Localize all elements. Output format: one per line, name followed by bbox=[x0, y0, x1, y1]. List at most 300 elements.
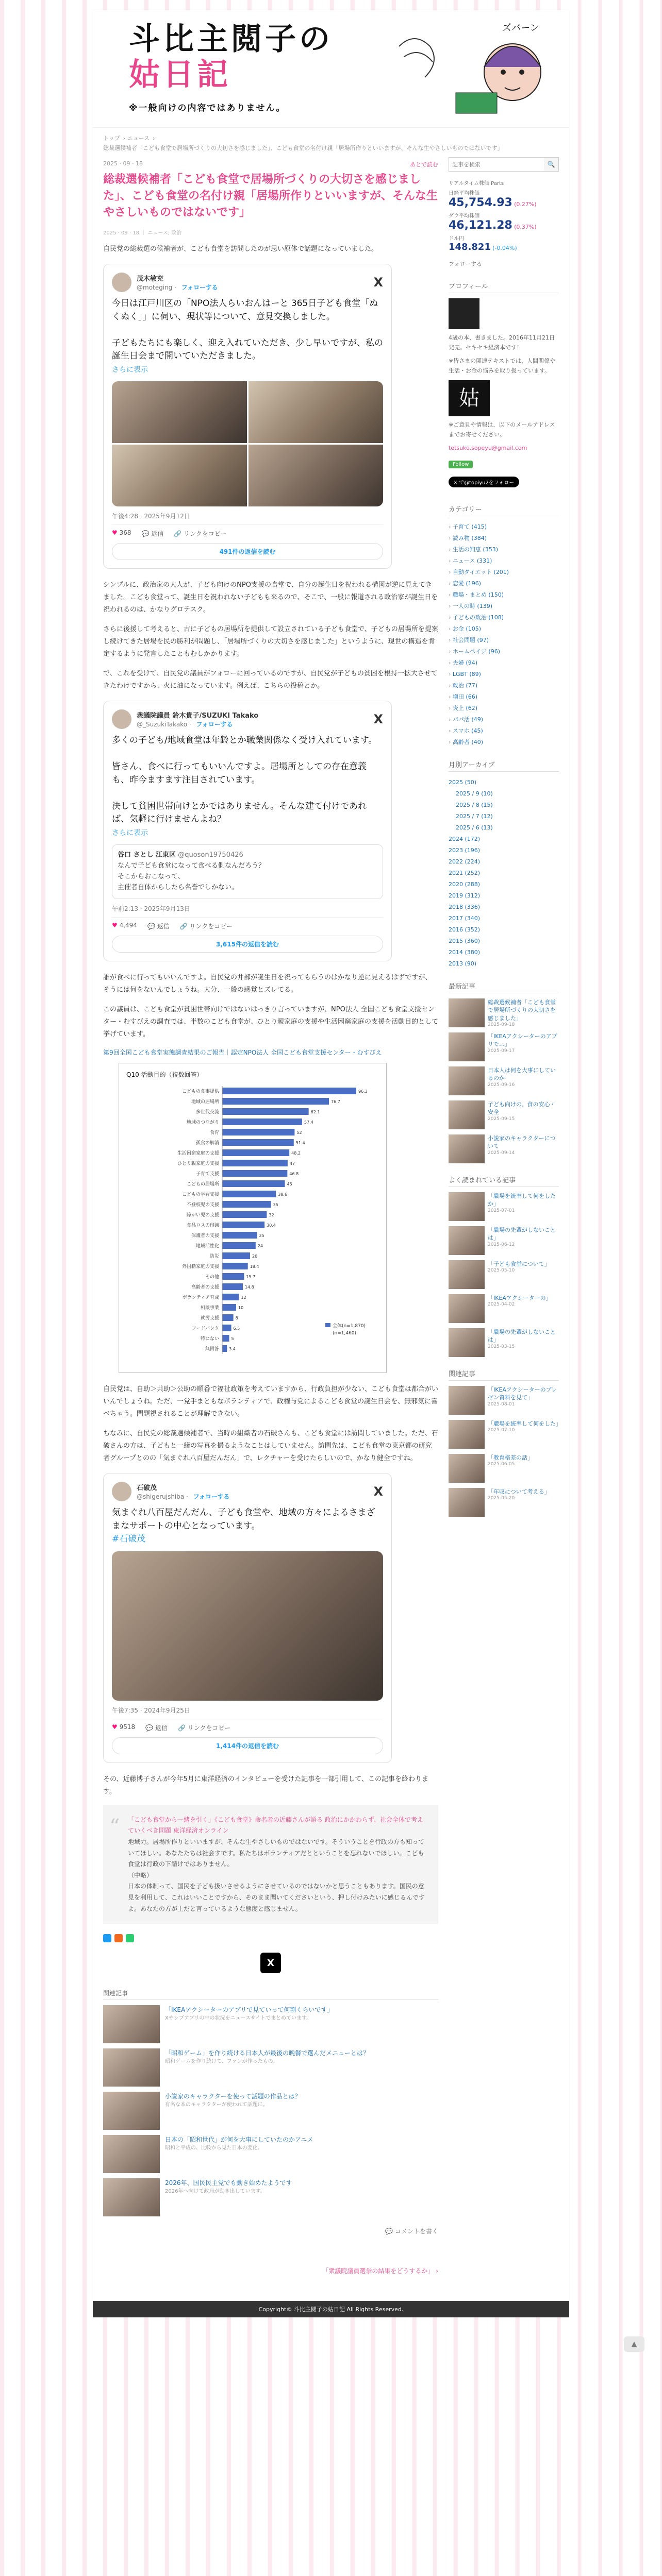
related-thumbnail[interactable] bbox=[103, 2005, 160, 2043]
category-item[interactable]: › 増田 (66) bbox=[449, 691, 559, 703]
logo-part2: 姑日記 bbox=[129, 57, 231, 93]
link-icon: 🔗 bbox=[174, 530, 182, 538]
archive-item[interactable]: 2021 (252) bbox=[449, 869, 481, 876]
side-post-thumbnail[interactable] bbox=[449, 1294, 485, 1323]
category-item[interactable]: › ニュース (331) bbox=[449, 555, 559, 567]
copy-link-button[interactable]: 🔗 リンクをコピー bbox=[177, 1724, 230, 1732]
article-date-row: 2025 · 09 · 18 ｜ ニュース, 政治 bbox=[103, 230, 182, 236]
share-hatena-icon[interactable] bbox=[114, 1934, 123, 1942]
bar bbox=[222, 1232, 257, 1239]
side-related-list bbox=[449, 1386, 559, 1517]
tweet-time[interactable]: 午後4:28 · 2025年9月12日 bbox=[112, 513, 190, 520]
side-post-thumbnail[interactable] bbox=[449, 1420, 485, 1449]
side-post-date: 2025-06-12 bbox=[488, 1242, 515, 1247]
side-post-title[interactable]: 小説家のキャラクターについて bbox=[488, 1135, 556, 1150]
bar-value-label: 25 bbox=[259, 1233, 264, 1238]
bar-value-label: 45 bbox=[287, 1181, 292, 1187]
bar-value-label: 52 bbox=[296, 1130, 302, 1135]
side-post[interactable] bbox=[449, 1260, 559, 1289]
category-label: ひとり親家庭の支援 bbox=[177, 1161, 219, 1166]
side-post-title[interactable]: 「職場を統率して何をしたか」 bbox=[488, 1193, 556, 1208]
side-post-title[interactable]: 「IKEAアクシーターの」 bbox=[488, 1295, 552, 1302]
embedded-tweet[interactable]: 衆議院議員 鈴木貴子/SUZUKI Takako @_SuzukiTakako · フォローする X 多くの子ども/地域食堂は年齢とか職業関係なく受け入れています。 皆さん、食べに行ってもいいんですよ。居場所としての存在意義も、昨今ますます注目されています。 決して貧困世帯向けとかではありません。そんな建て付けであれば、気軽に行けませんよね？ さらに表示 谷口 さとし 江東区 @quoson19750426 なんで子ども食堂になって食べる側なんだろう？ そこからおこなって、 主催者自体からしたら名誉でしかない。 午前2:13 · 2025年9月13日 ♥ 4,494 💬 返信 🔗 リンクをコピー 3,615件の返信を読む bbox=[103, 701, 392, 961]
avatar[interactable] bbox=[112, 273, 131, 292]
profile-text: 4歳の本、書きました。2016年11月21日発売。セキセキ経済本です！ bbox=[449, 334, 555, 351]
category-item[interactable]: › 恋愛 (196) bbox=[449, 578, 559, 589]
category-item[interactable]: › 職場・まとめ (150) bbox=[449, 589, 559, 601]
side-post[interactable] bbox=[449, 1100, 559, 1129]
category-label: 多世代交流 bbox=[195, 1109, 219, 1115]
stock-widget bbox=[449, 179, 559, 252]
embedded-tweet[interactable]: 茂木敏充 @moteging · フォローする X 今日は江戸川区の「NPO法人らいおんはーと 365日子ども食堂「ぬくぬく」」に伺い、現状等について、意見交換しました。 子どもたちにも楽しく、迎え入れていただき、少し早いですが、私の誕生日会まで開いていただきました。 さらに表示 午後4:28 · 2025年9月12日 ♥ 368 💬 返信 🔗 リンクをコピー 491件の返信を読む bbox=[103, 264, 392, 569]
tweet-photo[interactable] bbox=[249, 445, 384, 506]
side-post-title[interactable]: 「子ども食堂について」 bbox=[488, 1261, 550, 1268]
category-label: こどもの食事提供 bbox=[181, 1089, 219, 1094]
side-post-title[interactable]: 子ども向けの、食の安心・安全 bbox=[488, 1101, 556, 1116]
bar-value-label: 62.1 bbox=[310, 1109, 320, 1114]
side-related-heading: 関連記事 bbox=[449, 1364, 559, 1381]
bar bbox=[222, 1263, 248, 1269]
quoted-author: 谷口 さとし 江東区 bbox=[118, 851, 176, 859]
breadcrumb: トップ › ニュース › 総裁選候補者「こども食堂で居場所づくりの大切さを感じました」、こども食堂の名付け親「居場所作りといいますが、そんな生やさしいものではないです」 bbox=[103, 135, 503, 151]
like-button[interactable]: ♥ 368 bbox=[112, 529, 131, 537]
related-thumbnail[interactable] bbox=[103, 2178, 160, 2216]
stock-label: 日経平均株価 bbox=[449, 191, 479, 197]
side-post-thumbnail[interactable] bbox=[449, 1100, 485, 1129]
link-icon: 🔗 bbox=[177, 1724, 186, 1732]
side-post-date: 2025-09-18 bbox=[488, 1022, 515, 1028]
stock-change: (-0.04%) bbox=[492, 245, 517, 252]
side-post-title[interactable]: 「IKEAアクシーターのアプリで…」 bbox=[488, 1033, 557, 1048]
side-post[interactable] bbox=[449, 1328, 559, 1357]
side-post[interactable] bbox=[449, 1386, 559, 1415]
related-title[interactable]: 「昭和ゲーム」を作り続ける日本人が最後の晩餐で選んだメニューとは？ bbox=[165, 2049, 370, 2057]
archive-item[interactable]: 2018 (336) bbox=[449, 903, 481, 910]
bar-value-label: 38.6 bbox=[278, 1192, 288, 1197]
footer: Copyright© 斗比主閲子の姑日記 All Rights Reserved. bbox=[93, 2301, 569, 2317]
related-item[interactable] bbox=[103, 2178, 438, 2216]
archive-item[interactable]: 2023 (196) bbox=[449, 846, 481, 854]
link-icon: 🔗 bbox=[179, 922, 188, 930]
bar-value-label: 47 bbox=[289, 1161, 295, 1166]
archive-item[interactable]: 2025 / 6 (13) bbox=[456, 824, 493, 831]
side-post-title[interactable]: 「教育格差の話」 bbox=[488, 1454, 533, 1462]
bar bbox=[222, 1098, 329, 1105]
archive-item[interactable]: 2025 (50) bbox=[449, 778, 477, 786]
related-excerpt: 有名な本のキャラクターが使われて話題に。 bbox=[165, 2102, 268, 2108]
chevron-up-icon: ▲ bbox=[631, 2340, 637, 2348]
category-item[interactable]: › 高齢者 (40) bbox=[449, 737, 559, 748]
bar bbox=[222, 1345, 227, 1352]
side-post[interactable] bbox=[449, 1294, 559, 1323]
side-post-title[interactable]: 「職場の先輩がしないことは」 bbox=[488, 1329, 556, 1344]
archive-heading: 月別アーカイブ bbox=[449, 755, 559, 772]
related-thumbnail[interactable] bbox=[103, 2048, 160, 2087]
related-excerpt: Xやシブアプリの中の状況をニュースサイトでまとめています。 bbox=[165, 2015, 312, 2022]
related-title[interactable]: 小説家のキャラクターを使って話題の作品とは？ bbox=[165, 2093, 301, 2100]
related-item[interactable] bbox=[103, 2048, 438, 2087]
related-title[interactable]: 「IKEAアクシーターのアプリで見ていって何割くらいです」 bbox=[165, 2006, 334, 2014]
bar-chart bbox=[124, 1069, 382, 1367]
bar-value-label: 96.3 bbox=[358, 1089, 368, 1094]
category-item[interactable]: › 炎上 (62) bbox=[449, 703, 559, 714]
category-label: 防災 bbox=[209, 1253, 219, 1259]
archive-item[interactable]: 2024 (172) bbox=[449, 835, 481, 842]
share-x-icon[interactable] bbox=[103, 1934, 111, 1942]
side-post-title[interactable]: 「年収について考える」 bbox=[488, 1488, 550, 1496]
side-post[interactable] bbox=[449, 1192, 559, 1221]
survey-link[interactable]: 第9回全国こども食堂実態調査結果のご報告｜認定NPO法人 全国こども食堂支援センター・むすびえ bbox=[103, 1048, 382, 1056]
x-follow-icon[interactable]: X bbox=[260, 1953, 281, 1973]
category-label: 就労支援 bbox=[200, 1315, 219, 1321]
quote-text-3: 日本の体制って、国民を子ども扱いさせるようにさせているのではないかと思うこともあります。国民の意見を利用して、これはいいことですから、そのまま聞いてくださいという、押し付けみたいに感じるんですよ。あなたの方が上だと言っているような態度と感じません。 bbox=[128, 1883, 425, 1912]
bar-value-label: 18.4 bbox=[250, 1264, 259, 1269]
show-more-link[interactable]: さらに表示 bbox=[112, 828, 148, 837]
related-thumbnail[interactable] bbox=[103, 2092, 160, 2130]
archive-item[interactable]: 2025 / 9 (10) bbox=[456, 790, 493, 797]
category-item[interactable]: › ホームペイジ (96) bbox=[449, 646, 559, 657]
side-post-date: 2025-09-16 bbox=[488, 1082, 515, 1088]
category-label: 無回答 bbox=[205, 1346, 219, 1352]
archive-item[interactable]: 2020 (288) bbox=[449, 880, 481, 888]
bar bbox=[222, 1222, 264, 1228]
category-label: 障がい児の支援 bbox=[186, 1212, 219, 1218]
bar bbox=[222, 1273, 244, 1280]
paragraph: ちなみに、自民党の総裁選候補者で、当時の組織者の石破さんも、こども食堂には訪問していました。ただ、石破さんの方は、子どもと一緒の写真を撮るようなことはしていません。訪問先は、こども食堂の東京都の研究者グループとのの「気まぐれ八百屋だんだん」で、レクチャーを受けたらしいので、かなり健全ですね。 bbox=[103, 1430, 438, 1463]
legend-swatch bbox=[325, 1323, 330, 1327]
side-post-date: 2025-09-17 bbox=[488, 1048, 515, 1054]
tweet-photo[interactable] bbox=[112, 381, 247, 443]
reply-icon: 💬 bbox=[141, 530, 150, 538]
archive-item[interactable]: 2013 (90) bbox=[449, 960, 477, 967]
side-post[interactable] bbox=[449, 1134, 559, 1163]
category-item[interactable]: › 読み物 (384) bbox=[449, 533, 559, 544]
paragraph: シンプルに、政治家の大人が、子ども向けのNPO支援の食堂で、自分の誕生日を祝われる構図が逆に見えてきました。こども食堂って、誕生日を祝われない子どもも来るので、そこで、一般に報道される政治家が誕生日を祝われるのは、かなりグロテスク。 bbox=[103, 581, 438, 614]
category-label: フードバンク bbox=[191, 1326, 219, 1331]
archive-list bbox=[449, 777, 559, 970]
category-item[interactable]: › 自動ダイエット (201) bbox=[449, 567, 559, 578]
tweet-author[interactable]: 茂木敏充 bbox=[137, 275, 164, 283]
reply-button[interactable]: 💬 返信 bbox=[141, 530, 164, 538]
archive-item[interactable]: 2014 (380) bbox=[449, 948, 481, 956]
bar bbox=[222, 1242, 256, 1249]
follow-badge[interactable]: Follow bbox=[449, 461, 473, 468]
x-logo-icon[interactable]: X bbox=[373, 275, 383, 290]
search-icon: 🔍 bbox=[547, 161, 555, 168]
category-label: こどもの学習支援 bbox=[181, 1192, 219, 1197]
side-post-title[interactable]: 「IKEAアクシーターのプレゼン資料を見て」 bbox=[488, 1386, 557, 1401]
page-wrap bbox=[93, 10, 569, 2301]
profile-heading: プロフィール bbox=[449, 277, 559, 293]
bar bbox=[222, 1191, 276, 1197]
hashtag-link[interactable]: #石破茂 bbox=[112, 1534, 146, 1545]
category-item[interactable]: › パパ活 (49) bbox=[449, 714, 559, 725]
bar-value-label: 8 bbox=[235, 1315, 238, 1320]
bar bbox=[222, 1160, 288, 1166]
side-post[interactable] bbox=[449, 1454, 559, 1483]
side-post-thumbnail[interactable] bbox=[449, 1386, 485, 1415]
related-item[interactable] bbox=[103, 2135, 438, 2173]
article-meta bbox=[103, 160, 438, 168]
read-later-link[interactable]: あとで読む bbox=[410, 161, 438, 168]
follow-button[interactable]: フォローする bbox=[196, 721, 233, 728]
side-post-thumbnail[interactable] bbox=[449, 1226, 485, 1255]
site-logo[interactable] bbox=[129, 22, 333, 93]
read-replies-button[interactable]: 491件の返信を読む bbox=[112, 543, 383, 560]
read-replies-button[interactable]: 1,414件の返信を読む bbox=[112, 1737, 383, 1754]
category-label: 高齢者の支援 bbox=[191, 1284, 219, 1290]
bar bbox=[222, 1335, 229, 1342]
article-title: 総裁選候補者「こども食堂で居場所づくりの大切さを感じました」、こども食堂の名付け親「居場所作りといいますが、そんな生やさしいものではないです」 bbox=[103, 173, 438, 219]
follow-link[interactable]: フォローする bbox=[449, 261, 482, 268]
search-button[interactable] bbox=[544, 158, 558, 171]
popular-heading: よく読まれている記事 bbox=[449, 1171, 559, 1187]
bar-value-label: 5 bbox=[231, 1336, 234, 1341]
side-post-thumbnail[interactable] bbox=[449, 1032, 485, 1061]
share-line-icon[interactable] bbox=[126, 1934, 134, 1942]
bar-value-label: 30.4 bbox=[267, 1223, 276, 1228]
bar bbox=[222, 1201, 271, 1208]
side-post-thumbnail[interactable] bbox=[449, 1260, 485, 1289]
latest-list bbox=[449, 998, 559, 1163]
bar-value-label: 10 bbox=[238, 1305, 244, 1310]
bar-value-label: 12 bbox=[241, 1295, 246, 1300]
like-button[interactable]: ♥ 9518 bbox=[112, 1723, 136, 1731]
quote-text: 地域力。居場所作りといいますが、そんな生やさしいものではないです。そういうことを行政の方も知っていてほしい。あなたたちは社会すです。私たちはボランティアだとということを忘れないでほしい。こども食堂は行政の下請けではありません。 bbox=[128, 1838, 425, 1868]
tweet-time[interactable]: 午後7:35 · 2024年9月25日 bbox=[112, 1706, 190, 1714]
side-post-thumbnail[interactable] bbox=[449, 1328, 485, 1357]
tweet-handle[interactable]: @moteging bbox=[137, 284, 173, 292]
side-post-date: 2025-05-10 bbox=[488, 1268, 515, 1274]
category-label: 地域のつながり bbox=[186, 1120, 219, 1125]
category-label: こどもの居場所 bbox=[186, 1181, 219, 1187]
reply-icon: 💬 bbox=[145, 1724, 154, 1732]
quote-text-2: （中略） bbox=[128, 1871, 153, 1879]
related-list bbox=[103, 2005, 438, 2216]
search-input[interactable] bbox=[449, 158, 544, 171]
article-date: 2025 · 09 · 18 bbox=[103, 160, 143, 167]
book-cover[interactable] bbox=[449, 298, 479, 329]
side-post-thumbnail[interactable] bbox=[449, 1066, 485, 1095]
side-post-date: 2025-09-14 bbox=[488, 1150, 515, 1156]
x-logo-icon[interactable]: X bbox=[373, 1484, 383, 1499]
bar-value-label: 35 bbox=[273, 1202, 278, 1207]
quoted-tweet[interactable] bbox=[112, 844, 383, 899]
search-box bbox=[449, 157, 559, 172]
related-item[interactable] bbox=[103, 2092, 438, 2130]
archive-item[interactable]: 2025 / 7 (12) bbox=[456, 812, 493, 820]
copy-link-button[interactable]: 🔗 リンクをコピー bbox=[179, 922, 233, 930]
reply-icon: 💬 bbox=[147, 922, 155, 930]
article-categories[interactable]: ニュース, 政治 bbox=[147, 230, 182, 236]
side-post-title[interactable]: 日本人は何を大事にしているのか bbox=[488, 1067, 556, 1082]
paragraph: で、これを受けて、自民党の議員がフォローに回っているのですが、自民党が子どもの貧困を根持一拡大させてきたわけですから、火に油になっています。例えば、こちらの投稿とか。 bbox=[103, 670, 438, 690]
category-label: 不登校児の支援 bbox=[186, 1202, 219, 1208]
stock-heading: リアルタイム株価 Parts bbox=[449, 181, 504, 187]
category-item[interactable]: › 子どもの政治 (108) bbox=[449, 612, 559, 623]
x-logo-icon[interactable]: X bbox=[373, 712, 383, 727]
category-heading: カテゴリー bbox=[449, 500, 559, 516]
header-illustration bbox=[384, 15, 549, 121]
archive-item[interactable]: 2017 (340) bbox=[449, 914, 481, 922]
category-item[interactable]: › スマホ (45) bbox=[449, 725, 559, 737]
tweet-photo[interactable] bbox=[112, 445, 247, 506]
side-post[interactable] bbox=[449, 998, 559, 1027]
quote-source-link[interactable]: 「こども食堂から一緒を引く」《こども食堂》命名者の近藤さんが語る 政治にかかわらず、社会全体で考えていくべき問題 bbox=[128, 1816, 423, 1835]
like-button[interactable]: ♥ 4,494 bbox=[112, 921, 137, 929]
category-label: 食品ロスの削減 bbox=[186, 1223, 219, 1228]
tweet-handle[interactable]: @_SuzukiTakako bbox=[137, 721, 188, 728]
tweet-photo[interactable] bbox=[249, 381, 384, 443]
scroll-top-button[interactable] bbox=[624, 2336, 644, 2352]
show-more-link[interactable]: さらに表示 bbox=[112, 365, 148, 374]
bar bbox=[222, 1325, 231, 1331]
side-post-date: 2025-08-01 bbox=[488, 1401, 515, 1407]
category-label: 食育 bbox=[209, 1130, 219, 1136]
read-replies-button[interactable]: 3,615件の返信を読む bbox=[112, 936, 383, 953]
related-title[interactable]: 2026年、国民民主党でも動き始めたようです bbox=[165, 2179, 292, 2187]
heart-icon: ♥ bbox=[112, 921, 118, 929]
related-heading: 関連記事 bbox=[103, 1989, 438, 2000]
breadcrumb-home[interactable]: トップ bbox=[103, 135, 120, 142]
category-label: 孤食の解消 bbox=[195, 1140, 219, 1146]
legend-entry: 全体(n=1,870) bbox=[333, 1323, 366, 1329]
side-post-thumbnail[interactable] bbox=[449, 1192, 485, 1221]
tweet-author[interactable]: 衆議院議員 鈴木貴子/SUZUKI Takako bbox=[137, 712, 259, 720]
paragraph: 自民党の総裁選の候補者が、こども食堂を訪問したのが思い原体で話題になっていました。 bbox=[103, 245, 378, 253]
x-follow-button[interactable]: X で@topiyu2をフォロー bbox=[449, 477, 519, 487]
archive-item[interactable]: 2015 (360) bbox=[449, 937, 481, 944]
copy-link-button[interactable]: 🔗 リンクをコピー bbox=[174, 530, 227, 538]
bar-value-label: 20 bbox=[252, 1253, 258, 1259]
tweet-photos[interactable] bbox=[112, 1551, 383, 1701]
category-item[interactable]: › 社会問題 (97) bbox=[449, 635, 559, 646]
side-post[interactable] bbox=[449, 1226, 559, 1255]
quote-source-site[interactable]: 東洋経済オンライン bbox=[173, 1827, 229, 1835]
bar bbox=[222, 1252, 250, 1259]
side-post-date: 2025-03-15 bbox=[488, 1344, 515, 1349]
archive-item[interactable]: 2022 (224) bbox=[449, 858, 481, 865]
category-item[interactable]: › 生活の知恵 (353) bbox=[449, 544, 559, 555]
stock-value: 46,121.28 bbox=[449, 219, 512, 232]
reply-button[interactable]: 💬 返信 bbox=[145, 1724, 168, 1732]
related-excerpt: 昭和と平成の、比較から見た日本の変化。 bbox=[165, 2145, 263, 2151]
side-post-title[interactable]: 「職場の先輩がしないことは」 bbox=[488, 1227, 556, 1242]
embedded-tweet[interactable]: 石破茂 @shigerujshiba · フォローする X 気まぐれ八百屋だんだん、子ども食堂や、地域の方々によるさまざまなサポートの中心となっています。 #石破茂 午後7:35 · 2024年9月25日 ♥ 9518 💬 返信 🔗 リンクをコピー 1,414件の返信を読む bbox=[103, 1473, 392, 1763]
bar bbox=[222, 1108, 309, 1115]
tweet-author[interactable]: 石破茂 bbox=[137, 1484, 157, 1493]
tweet-photos[interactable] bbox=[112, 381, 383, 506]
category-item[interactable]: › 子育て (415) bbox=[449, 521, 559, 533]
blockquote bbox=[103, 1805, 438, 1924]
profile-text-2: ※皆さまの関連テキストでは、人間関係や生活・お金の悩みを取り扱っています。 bbox=[449, 358, 555, 375]
follow-button[interactable]: フォローする bbox=[181, 284, 218, 292]
paragraph: 自民党は、自助＞共助＞公助の順番で福祉政策を考えていますから、行政負担が少ない、こども食堂は都合がいいんでしょうね。ただ、一党手まともなボランティアで、政権与党によるこども食堂の誕生日会を、無邪気に喜べちゃう。問題視されることが理解できない。 bbox=[103, 1385, 439, 1418]
logo-part1: 斗比主閲子の bbox=[129, 21, 333, 57]
bar-value-label: 76.7 bbox=[331, 1099, 340, 1104]
category-item[interactable]: › 夫婦 (94) bbox=[449, 657, 559, 669]
avatar[interactable] bbox=[112, 709, 131, 729]
side-post[interactable] bbox=[449, 1420, 559, 1449]
site-header bbox=[93, 10, 569, 128]
comment-link[interactable]: 💬 コメントを書く bbox=[385, 2228, 438, 2235]
side-post[interactable] bbox=[449, 1066, 559, 1095]
tweet-handle[interactable]: @shigerujshiba bbox=[137, 1493, 185, 1501]
quoted-text-2: そこからおこなって、 主催者自体からしたら名誉でしかない。 bbox=[118, 873, 239, 891]
stock-value: 148.821 bbox=[449, 242, 491, 253]
stock-label: ダウ平均株価 bbox=[449, 213, 479, 219]
email-link[interactable]: tetsuko.sopeyu@gmail.com bbox=[449, 445, 527, 452]
related-title[interactable]: 日本の「昭和世代」が何を大事にしていたのかアニメ bbox=[165, 2136, 313, 2144]
side-post[interactable] bbox=[449, 1032, 559, 1061]
bar-value-label: 32 bbox=[269, 1212, 274, 1217]
archive-item[interactable]: 2025 / 8 (15) bbox=[456, 801, 493, 808]
bar bbox=[222, 1088, 356, 1094]
stock-label: ドル円 bbox=[449, 236, 464, 242]
share-buttons bbox=[103, 1934, 438, 1942]
category-label: 地域活性化 bbox=[195, 1243, 219, 1249]
category-item[interactable]: › お金 (105) bbox=[449, 623, 559, 635]
side-post-title[interactable]: 「職場を統率して何をした」 bbox=[488, 1420, 561, 1428]
bar bbox=[222, 1180, 285, 1187]
breadcrumb-category[interactable]: ニュース bbox=[127, 135, 150, 142]
side-post-thumbnail[interactable] bbox=[449, 1134, 485, 1163]
category-label: 地域の居場所 bbox=[191, 1099, 219, 1105]
tweet-time[interactable]: 午前2:13 · 2025年9月13日 bbox=[112, 905, 190, 912]
reply-button[interactable]: 💬 返信 bbox=[147, 922, 170, 930]
archive-item[interactable]: 2016 (352) bbox=[449, 926, 481, 933]
chart-title: Q10 活動目的（複数回答） bbox=[126, 1071, 203, 1078]
side-post-date: 2025-09-15 bbox=[488, 1116, 515, 1122]
legend-entry-2: (n=1,460) bbox=[333, 1330, 357, 1336]
related-thumbnail[interactable] bbox=[103, 2135, 160, 2173]
side-post-date: 2025-05-20 bbox=[488, 1496, 515, 1501]
side-post-title[interactable]: 総裁選候補者「こども食堂で居場所づくりの大切さを感じました」 bbox=[488, 998, 556, 1022]
category-label: ボランティア育成 bbox=[182, 1295, 219, 1300]
side-post[interactable] bbox=[449, 1488, 559, 1517]
popular-list bbox=[449, 1192, 559, 1357]
category-item[interactable]: › 一人の時 (139) bbox=[449, 601, 559, 612]
avatar[interactable] bbox=[112, 1482, 131, 1501]
archive-item[interactable]: 2019 (312) bbox=[449, 892, 481, 899]
tweet-photo[interactable] bbox=[112, 1551, 383, 1701]
quoted-text: なんで子ども食堂になって食べる側なんだろう？ bbox=[118, 862, 266, 870]
stock-change: (0.37%) bbox=[514, 224, 537, 231]
side-post-thumbnail[interactable] bbox=[449, 1454, 485, 1483]
profile-logo: 姑 bbox=[449, 380, 490, 416]
related-excerpt: 2026年へ向けて政局が動き出しています。 bbox=[165, 2189, 266, 2195]
related-item[interactable] bbox=[103, 2005, 438, 2043]
next-article-link[interactable]: 「衆議院議員選挙の結果をどうするか」 › bbox=[322, 2267, 438, 2275]
side-post-thumbnail[interactable] bbox=[449, 998, 485, 1027]
bar bbox=[222, 1118, 302, 1125]
category-item[interactable]: › 政治 (77) bbox=[449, 680, 559, 691]
side-post-thumbnail[interactable] bbox=[449, 1488, 485, 1517]
bar-value-label: 46.8 bbox=[289, 1171, 299, 1176]
main-content bbox=[103, 157, 438, 2291]
quoted-handle: @quoson19750426 bbox=[178, 851, 243, 859]
stock-value: 45,754.93 bbox=[449, 196, 512, 210]
article-date-small: 2025 · 09 · 18 bbox=[103, 230, 139, 236]
bar-value-label: 14.8 bbox=[244, 1284, 254, 1290]
bar bbox=[222, 1170, 287, 1177]
side-post-date: 2025-07-01 bbox=[488, 1208, 515, 1213]
category-item[interactable]: › LGBT (89) bbox=[449, 669, 559, 680]
latest-heading: 最新記事 bbox=[449, 977, 559, 993]
follow-button[interactable]: フォローする bbox=[193, 1493, 230, 1501]
site-subtitle: ※一般向けの内容ではありません。 bbox=[129, 103, 286, 113]
sidebar bbox=[449, 157, 559, 2291]
